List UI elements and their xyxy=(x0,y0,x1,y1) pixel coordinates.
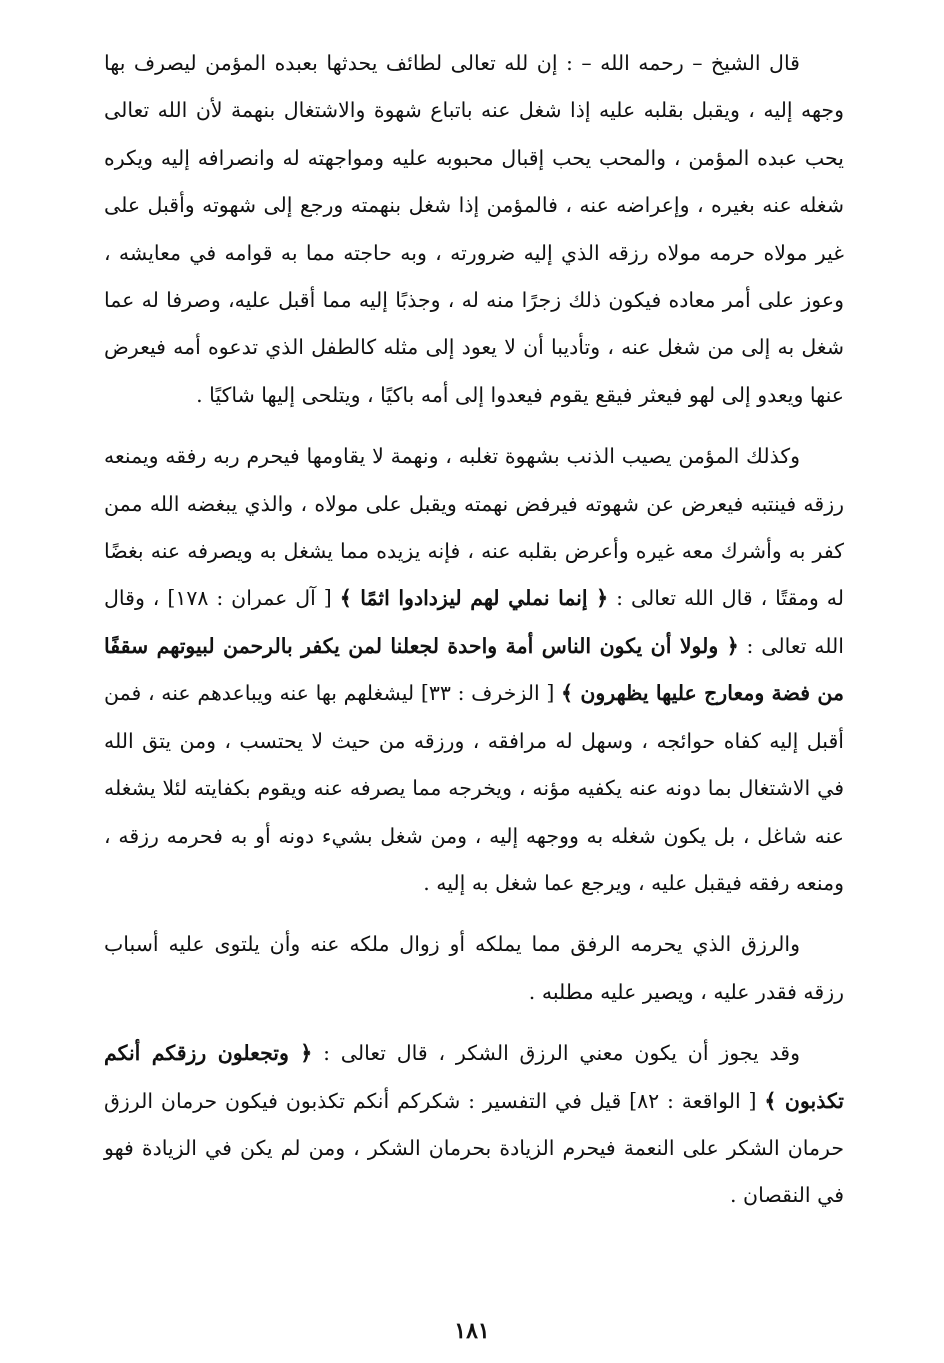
paragraph-2-text-b: [ آل عمران : ١٧٨] ، وقال الله تعالى : xyxy=(104,586,844,658)
quran-verse-zukhruf: ﴿ ولولا أن يكون الناس أمة واحدة لجعلنا لمن يكفر بالرحمن لبيوتهم سقفًا من فضة ومعارج عليها يظهرون ﴾ xyxy=(104,633,844,706)
paragraph-3: والرزق الذي يحرمه الرفق مما يملكه أو زوال ملكه عنه وأن يلتوى عليه أسباب رزقه فقدر عليه ، ويصير عليه مطلبه . xyxy=(104,932,844,1004)
paragraph-2-text-a: وكذلك المؤمن يصيب الذنب بشهوة تغلبه ، ونهمة لا يقاومها فيحرم ربه رفقه ويمنعه رزقه فينتبه فيعرض عن شهوته فيرفض نهمته ويقبل على مولاه ، والذي يبغضه الله ممن كفر به وأشرك معه غيره وأعرض بقلبه عنه ، فإنه يزيده مما يشغل به ويصرفه عنه بغضًا له ومقتًا ، قال الله تعالى : xyxy=(104,444,844,611)
paragraph-4 xyxy=(104,1030,844,1220)
paragraph-2 xyxy=(104,433,844,907)
paragraph-2-text-c: [ الزخرف : ٣٣] ليشغلهم بها عنه ويباعدهم عنه ، فمن أقبل إليه كفاه حوائجه ، وسهل له مرافقه ، ورزقه من حيث لا يحتسب ، ومن يتق الله في الاشتغال بما دونه عنه يكفيه مؤنه ، ويخرجه مما يصرفه عنه ويقوم بكفايته لئلا يشغله عنه شاغل ، بل يكون شغله به ووجهه إليه ، ومن شغل بشيء دونه أو به فحرمه رزقه ، ومنعه رفقه فيقبل عليه ، ويرجع عما شغل به إليه . xyxy=(104,681,844,895)
page-body xyxy=(104,40,844,1220)
quran-verse-waqia: ﴿ وتجعلون رزقكم أنكم تكذبون ﴾ xyxy=(104,1041,844,1113)
paragraph-4-text-b: [ الواقعة : ٨٢] قيل في التفسير : شكركم أنكم تكذبون فيكون حرمان الرزق حرمان الشكر على النعمة فيحرم الزيادة بحرمان الشكر ، ومن لم يكن في الزيادة فهو في النقصان . xyxy=(104,1088,844,1208)
paragraph-1: قال الشيخ – رحمه الله – : إن لله تعالى لطائف يحدثها بعبده المؤمن ليصرف بها وجهه إليه ، ويقبل بقلبه عليه إذا شغل عنه باتباع شهوة والاشتغال بنهمة لأن الله تعالى يحب عبده المؤمن ، والمحب يحب إقبال محبوبه عليه ومواجهته له وانصرافه إليه ويكره شغله عنه بغيره ، وإعراضه عنه ، فالمؤمن إذا شغل بنهمته ورجع إلى شهوته وأقبل على غير مولاه حرمه مولاه رزقه الذي إليه ضرورته ، وبه حاجته مما به قوامه في معايشه ، وعوز على أمر معاده فيكون ذلك زجرًا منه له ، وجذبًا إليه مما أقبل عليه، وصرفا له عما شغل به إلى من شغل عنه ، وتأديبا أن لا يعود إلى مثله كالطفل الذي تدعوه أمه فيعرض عنها ويعدو إلى لهو فيعثر فيقع يقوم فيعدوا إلى أمه باكيًا ، ويتلحى إليها شاكيًا . xyxy=(104,51,844,407)
quran-verse-al-imran: ﴿ إنما نملي لهم ليزدادوا اثمًا ﴾ xyxy=(339,586,609,611)
page-number: ١٨١ xyxy=(454,1318,490,1344)
paragraph-4-text-a: وقد يجوز أن يكون معني الرزق الشكر ، قال تعالى : xyxy=(312,1041,800,1066)
